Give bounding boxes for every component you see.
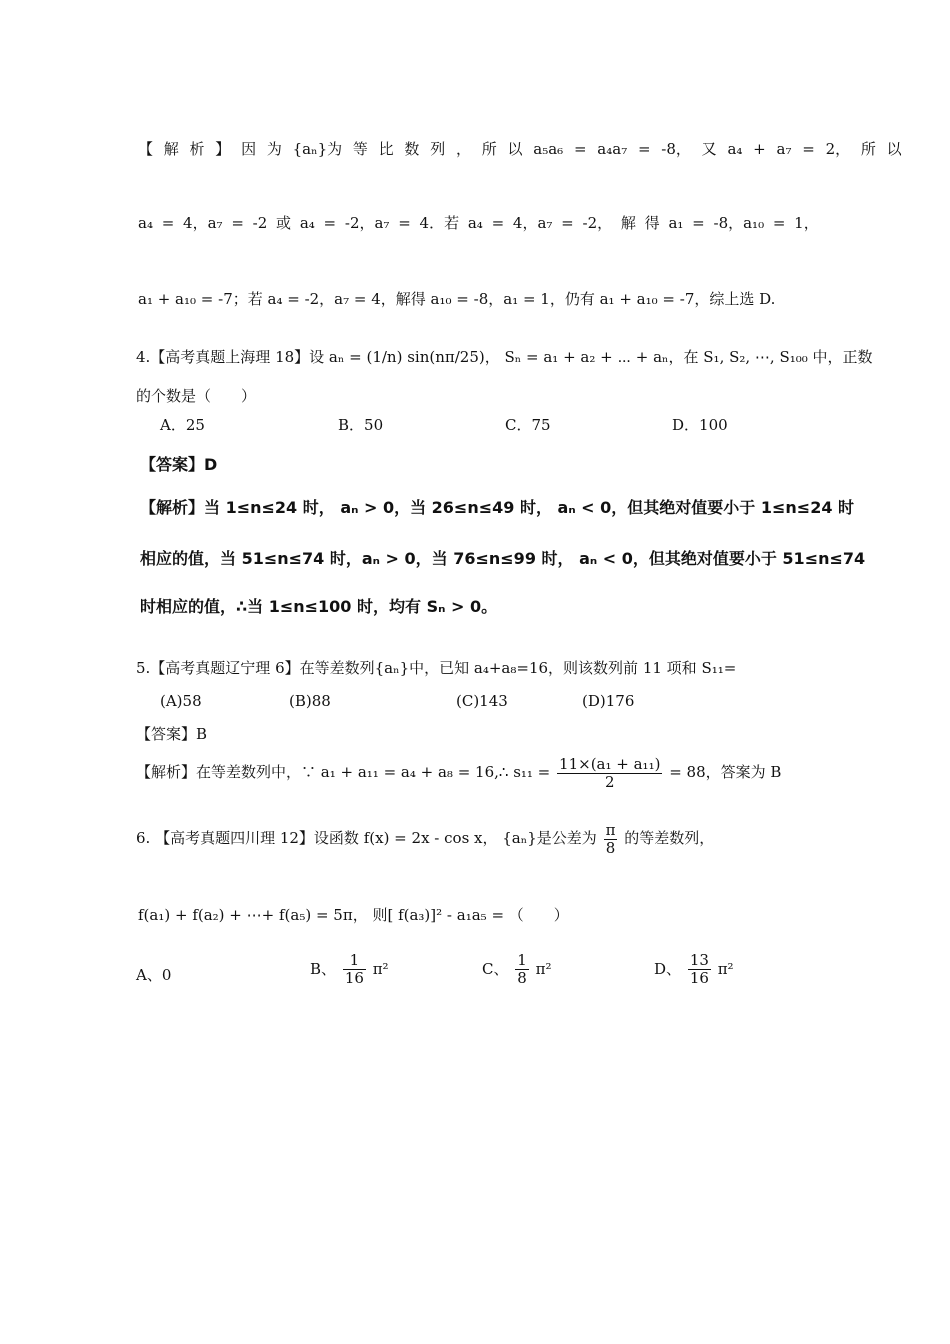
q6-option-b-num: 1	[343, 952, 366, 970]
q6-option-c-fraction	[515, 952, 529, 986]
q5-fraction	[557, 756, 662, 790]
q6-option-a	[136, 964, 171, 986]
analysis-line-1: 【 解 析 】 因 为 {aₙ}为 等 比 数 列 ， 所 以 a₅a₆ = a₄a₇ = -8， 又 a₄ + a₇ = 2， 所 以	[138, 140, 902, 158]
q4-title-cont: 的个数是（ ）	[136, 387, 257, 405]
q4-answer: 【答案】D	[140, 455, 218, 474]
q6-title-b: 的等差数列，	[624, 829, 715, 847]
q6-option-c-den: 8	[517, 968, 527, 987]
q5-fraction-num: 11×(a₁ + a₁₁)	[559, 755, 661, 773]
q6-option-c-label: C、	[482, 960, 509, 978]
q5-analysis-suffix: = 88，答案为 B	[669, 763, 782, 781]
q5-fraction-den: 2	[604, 772, 615, 791]
q6-option-d-fraction	[688, 952, 711, 986]
q5-option-b: (B)88	[289, 692, 331, 710]
q4-option-b: B．50	[338, 416, 384, 434]
q6-fraction-den: 8	[605, 838, 616, 857]
q4-analysis-3: 时相应的值，∴当 1≤n≤100 时，均有 Sₙ > 0。	[140, 597, 498, 616]
q5-analysis-prefix: 【解析】在等差数列中，∵ a₁ + a₁₁ = a₄ + a₈ = 16,∴ s₁₁ =	[136, 763, 551, 781]
q5-option-a: (A)58	[160, 692, 202, 710]
q6-option-d-num: 13	[689, 951, 709, 969]
q6-option-b-fraction	[343, 952, 366, 986]
q6-option-c-tail: π²	[535, 960, 552, 978]
q5-answer: 【答案】B	[136, 725, 208, 743]
q5-option-d: (D)176	[582, 692, 635, 710]
q6-title	[136, 822, 714, 856]
q6-fraction-num: π	[605, 821, 616, 839]
q6-line-2: f(a₁) + f(a₂) + ⋯+ f(a₅) = 5π， 则[ f(a₃)]² - a₁a₅ = （ ）	[138, 906, 569, 924]
analysis-line-2: a₄ = 4，a₇ = -2 或 a₄ = -2，a₇ = 4．若 a₄ = 4，a₇ = -2， 解 得 a₁ = -8，a₁₀ = 1，	[138, 214, 819, 232]
q4-analysis-1: 【解析】当 1≤n≤24 时， aₙ > 0，当 26≤n≤49 时， aₙ < 0，但其绝对值要小于 1≤n≤24 时	[140, 498, 855, 517]
q5-analysis	[136, 756, 781, 790]
q6-option-b-den: 16	[344, 968, 364, 987]
analysis-line-3: a₁ + a₁₀ = -7；若 a₄ = -2，a₇ = 4，解得 a₁₀ = -8，a₁ = 1，仍有 a₁ + a₁₀ = -7，综上选 D.	[138, 290, 776, 308]
q5-title: 5.【高考真题辽宁理 6】在等差数列{aₙ}中，已知 a₄+a₈=16，则该数列前 11 项和 S₁₁=	[136, 659, 737, 677]
q4-analysis-2: 相应的值，当 51≤n≤74 时，aₙ > 0，当 76≤n≤99 时， aₙ < 0，但其绝对值要小于 51≤n≤74	[140, 549, 866, 568]
q4-option-a: A．25	[160, 416, 205, 434]
q6-option-b	[310, 952, 389, 986]
q6-option-d-label: D、	[654, 960, 682, 978]
q4-option-c: C．75	[505, 416, 551, 434]
q6-option-d	[654, 952, 734, 986]
q6-option-b-label: B、	[310, 960, 337, 978]
q4-option-d: D．100	[672, 416, 728, 434]
q6-option-a-label: A、0	[136, 966, 172, 984]
q6-title-a: 6. 【高考真题四川理 12】设函数 f(x) = 2x - cos x， {aₙ}是公差为	[136, 829, 597, 847]
q6-option-c	[482, 952, 551, 986]
q6-option-d-tail: π²	[717, 960, 734, 978]
q5-option-c: (C)143	[456, 692, 508, 710]
q6-option-b-tail: π²	[372, 960, 389, 978]
q6-fraction	[604, 822, 618, 856]
q6-option-c-num: 1	[517, 951, 527, 969]
q6-option-d-den: 16	[689, 968, 709, 987]
q4-title: 4.【高考真题上海理 18】设 aₙ = (1/n) sin(nπ/25)， Sₙ = a₁ + a₂ + ⋯ + aₙ，在 S₁, S₂, ⋯, S₁₀₀ 中，正数	[136, 348, 873, 366]
